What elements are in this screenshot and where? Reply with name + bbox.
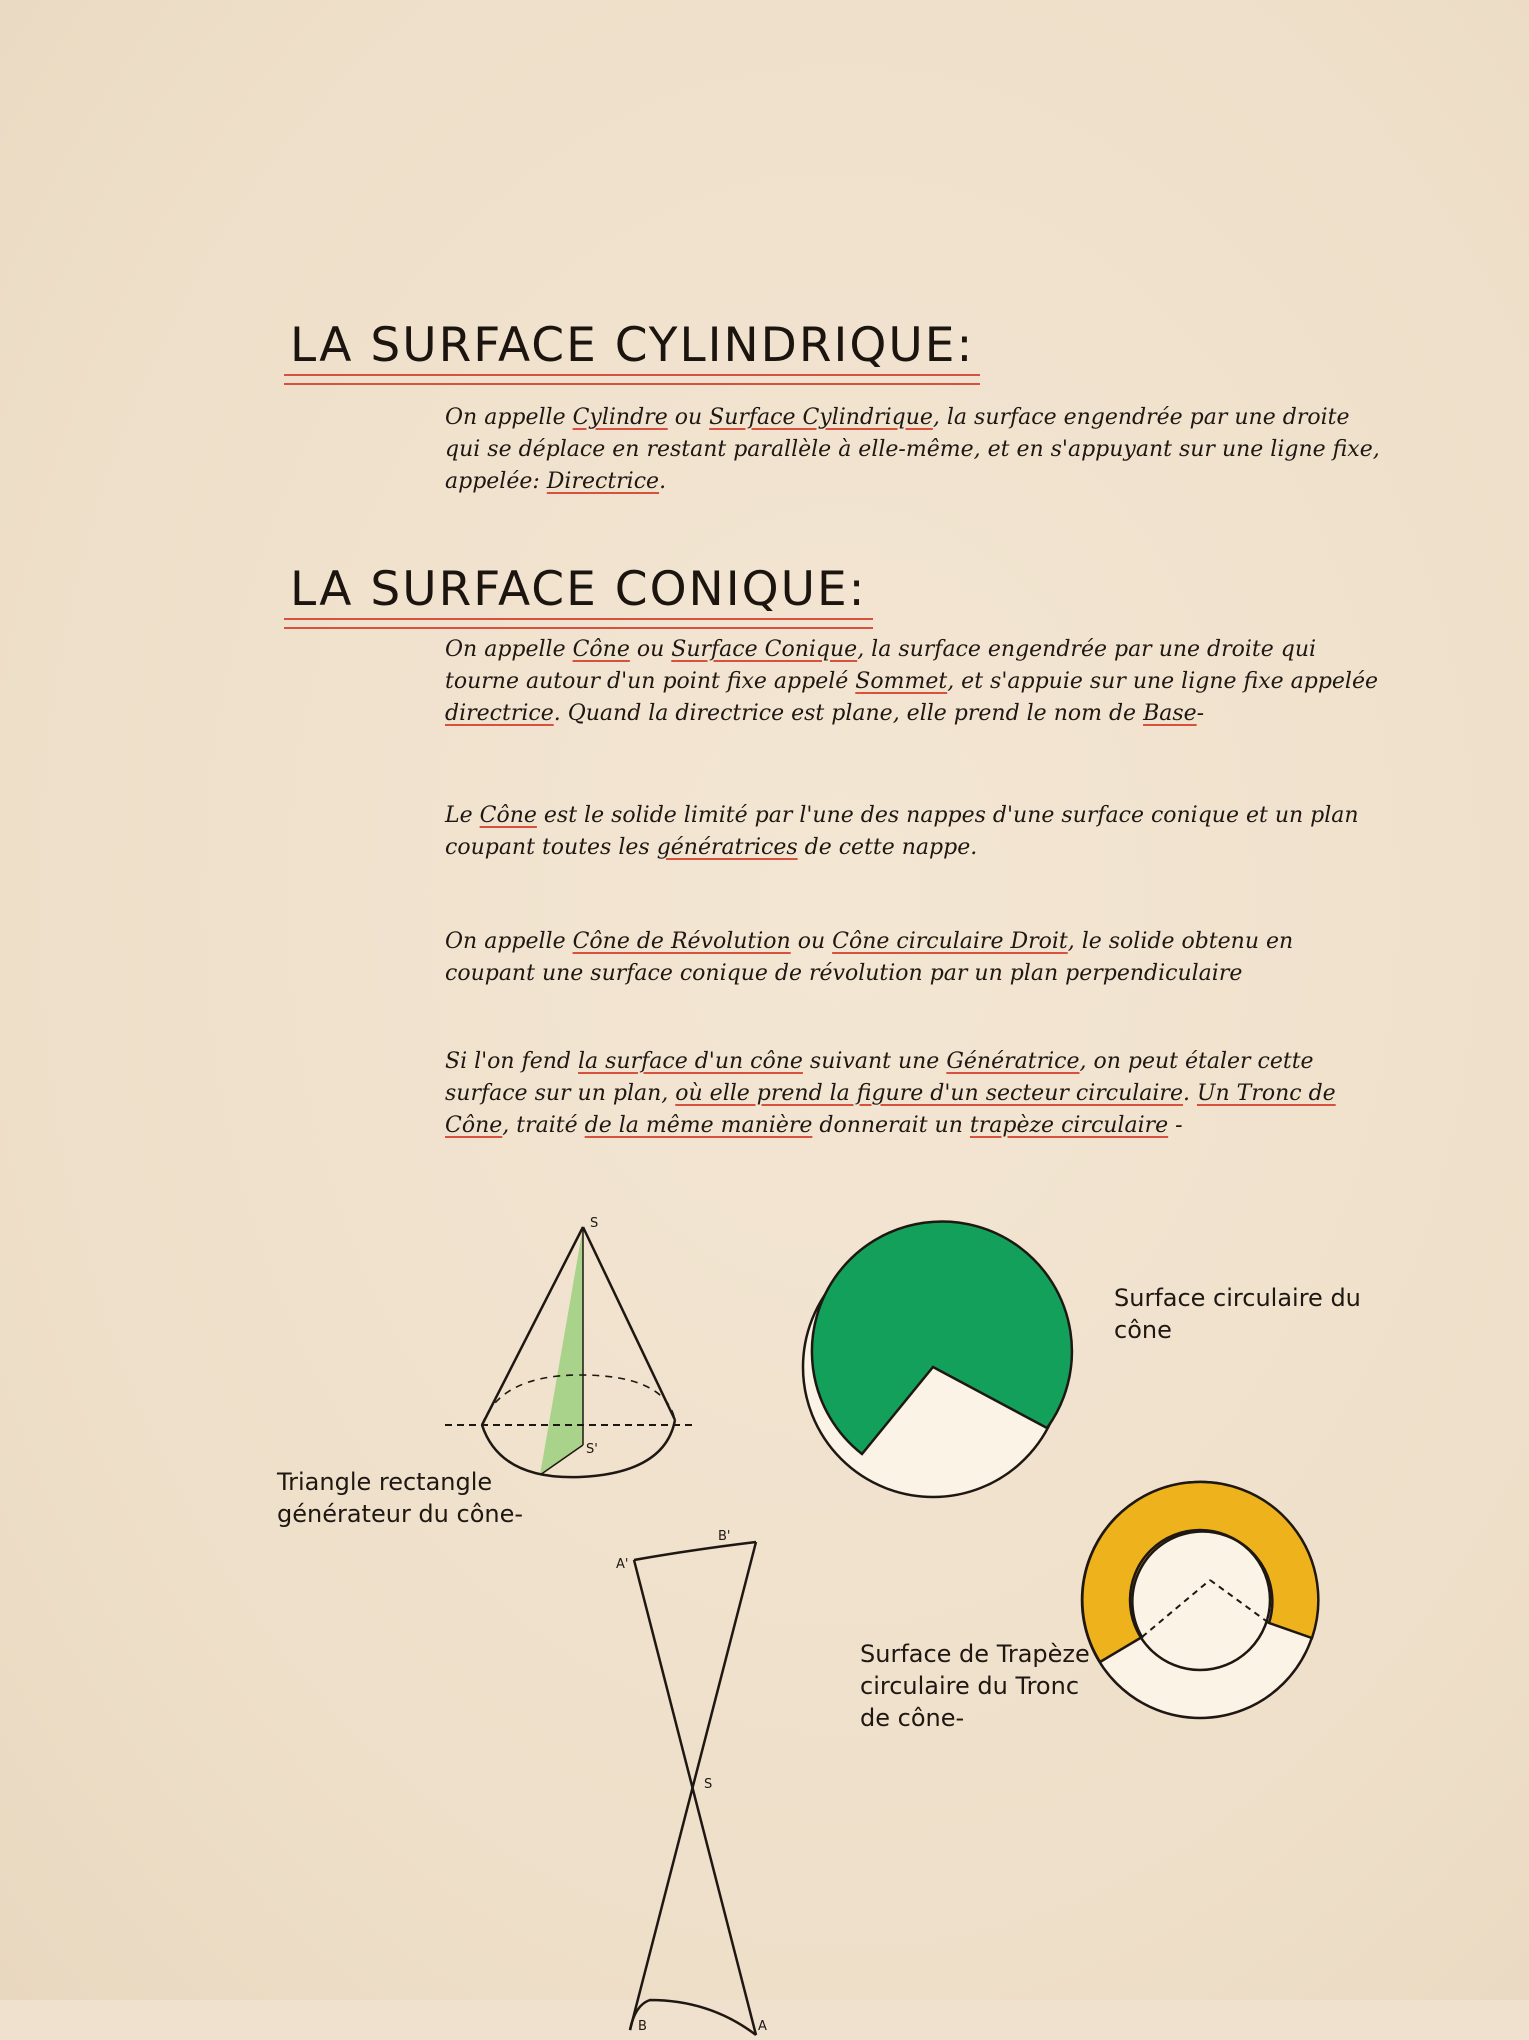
term-surface-dun-cone: la surface d'un cône — [578, 1049, 803, 1074]
caption-circular-surface: Surface circulaire du cône — [1114, 1284, 1361, 1344]
term-generatrices: génératrices — [656, 835, 798, 860]
label-b-prime: B' — [718, 1529, 731, 1544]
label-a-prime: A' — [616, 1557, 629, 1572]
sector-diagram — [803, 1235, 1063, 1505]
text-fragment: - — [1196, 701, 1205, 726]
label-base-center: S' — [586, 1442, 598, 1457]
cone-right-generatrix — [583, 1227, 675, 1420]
double-cone-diagram — [610, 1530, 780, 2040]
label-b: B — [638, 2019, 647, 2034]
text-fragment: , on peut étaler cette surface sur un plan, — [445, 1049, 1314, 1106]
caption-circular-trapeze: Surface de Trapèze circulaire du Tronc de cône- — [860, 1640, 1090, 1732]
term-cylindre: Cylindre — [572, 405, 668, 430]
term-cone: Cône — [572, 637, 630, 662]
text-fragment: On appelle — [445, 637, 573, 662]
label-a: A — [758, 2019, 767, 2034]
text-fragment: . — [659, 469, 667, 494]
text-fragment: , traité — [502, 1113, 585, 1138]
term-cone-de-revolution: Cône de Révolution — [572, 929, 791, 954]
lower-nappe-edge — [630, 2000, 756, 2035]
upper-nappe-edge — [634, 1542, 756, 1560]
term-meme-maniere: de la même manière — [584, 1113, 813, 1138]
text-fragment: ou — [667, 405, 710, 430]
text-fragment: donnerait un — [812, 1113, 970, 1138]
heading-cylindrical-surface: LA SURFACE CYLINDRIQUE: — [290, 318, 975, 373]
term-surface-cylindrique: Surface Cylindrique — [709, 405, 933, 430]
text-fragment: , le solide obtenu en coupant une surface conique de révolution par un plan perpendiculaire — [445, 929, 1294, 986]
text-fragment: , la surface engendrée par une droite qui tourne autour d'un point fixe appelé — [445, 637, 1317, 694]
text-fragment: , la surface engendrée par une droite qui se déplace en restant parallèle à elle-même, et en s'appuyant sur une ligne fixe, appelée: — [445, 405, 1380, 494]
term-directrice: directrice — [445, 701, 554, 726]
text-fragment: On appelle — [445, 405, 573, 430]
text-fragment: de cette nappe. — [797, 835, 978, 860]
term-generatrice: Génératrice — [946, 1049, 1080, 1074]
text-fragment: ou — [629, 637, 672, 662]
term-cone: Cône — [479, 803, 537, 828]
paragraph-cone-definition — [445, 634, 1380, 730]
text-fragment: On appelle — [445, 929, 573, 954]
text-fragment: , et s'appuie sur une ligne fixe appelée — [947, 669, 1378, 694]
annulus-diagram — [1080, 1480, 1320, 1720]
label-apex: S — [590, 1216, 599, 1231]
term-secteur-circulaire: où elle prend la figure d'un secteur circulaire — [675, 1081, 1183, 1106]
text-fragment: ou — [790, 929, 833, 954]
cone-diagram — [430, 1215, 710, 1485]
term-base: Base — [1143, 701, 1197, 726]
term-trapeze-circulaire: trapèze circulaire — [969, 1113, 1169, 1138]
paragraph-cone-solid — [445, 800, 1380, 864]
term-tronc-de-cone: Un Tronc de Cône — [445, 1081, 1336, 1138]
paragraph-cone-development — [445, 1046, 1380, 1142]
text-fragment: . Quand la directrice est plane, elle prend le nom de — [553, 701, 1144, 726]
term-surface-conique: Surface Conique — [671, 637, 858, 662]
text-fragment: - — [1168, 1113, 1183, 1138]
term-sommet: Sommet — [855, 669, 948, 694]
generatrix-a-prime-a — [634, 1560, 756, 2035]
term-directrice: Directrice — [546, 469, 660, 494]
term-cone-circulaire-droit: Cône circulaire Droit — [832, 929, 1068, 954]
caption-generating-triangle: Triangle rectangle générateur du cône- — [277, 1468, 524, 1528]
text-fragment: est le solide limité par l'une des nappes d'une surface conique et un plan coupant toutes les — [445, 803, 1359, 860]
paragraph-cone-revolution — [445, 926, 1380, 990]
text-fragment: suivant une — [802, 1049, 947, 1074]
label-double-apex: S — [704, 1777, 713, 1792]
paragraph-cylinder-definition — [445, 402, 1380, 498]
text-fragment: Le — [445, 803, 480, 828]
generating-triangle — [540, 1227, 583, 1475]
heading-conical-surface: LA SURFACE CONIQUE: — [290, 562, 867, 617]
text-fragment: . — [1182, 1081, 1197, 1106]
text-fragment: Si l'on fend — [445, 1049, 578, 1074]
